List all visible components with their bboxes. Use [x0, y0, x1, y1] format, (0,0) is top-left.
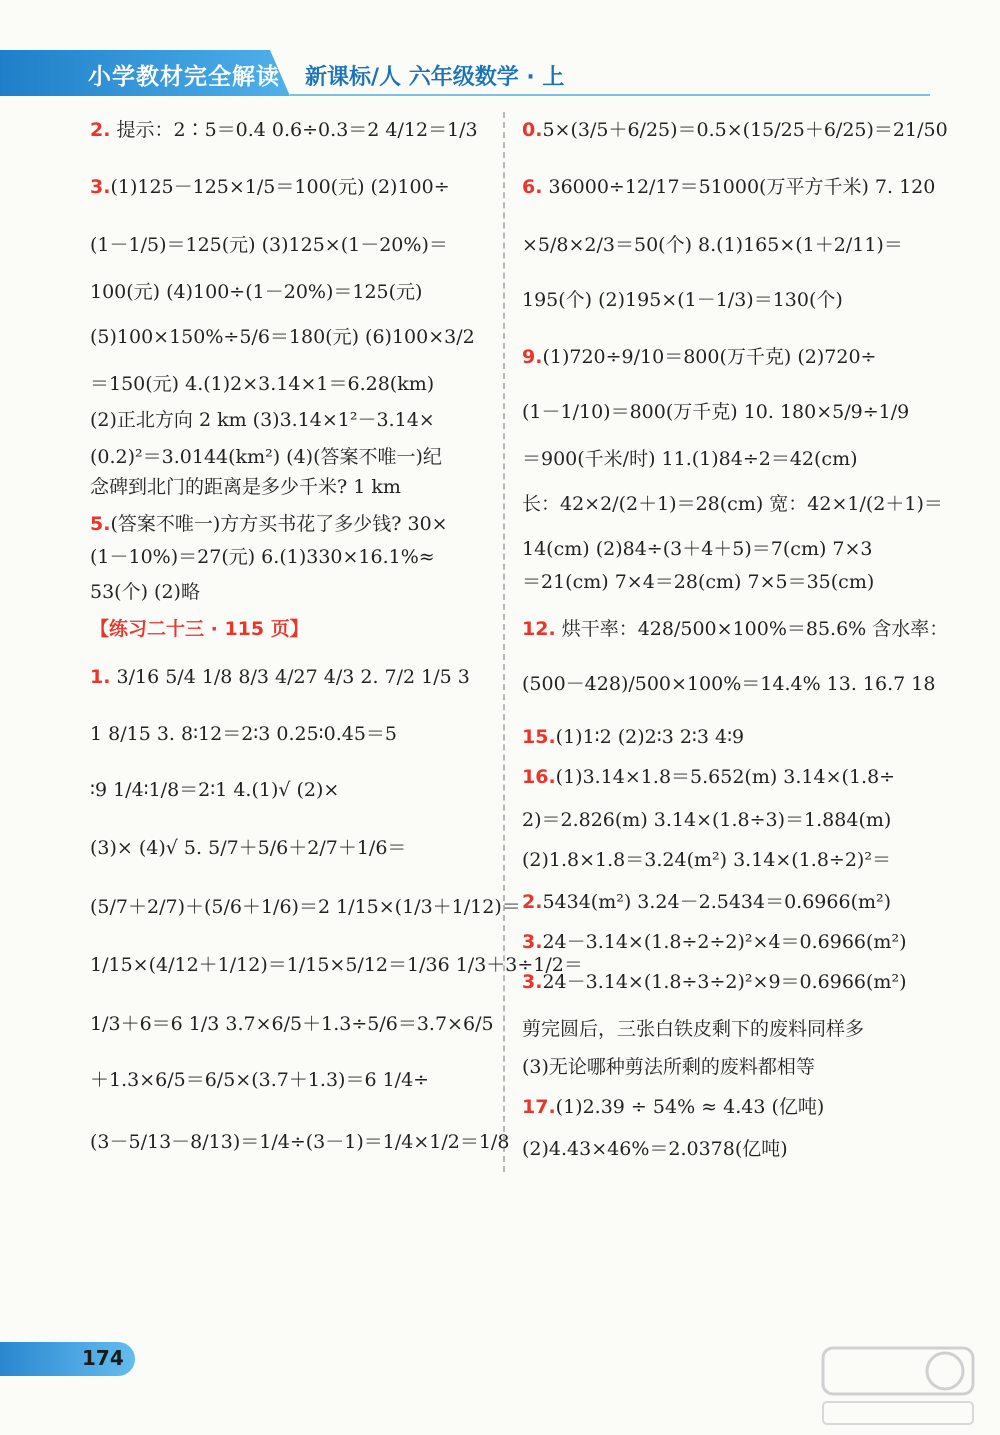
left-answer-line: 【练习二十三 · 115 页】 [90, 618, 309, 640]
right-answer-line: 16.(1)3.14×1.8＝5.652(m) 3.14×(1.8÷ [522, 766, 896, 788]
left-answer-line: 100(元) (4)100÷(1－20%)＝125(元) [90, 281, 423, 303]
right-answer-line: 2)＝2.826(m) 3.14×(1.8÷3)＝1.884(m) [522, 809, 892, 831]
right-answer-line: 0.5×(3/5＋6/25)＝0.5×(15/25＋6/25)＝21/50 [522, 119, 948, 141]
right-answer-line: ×5/8×2/3＝50(个) 8.(1)165×(1＋2/11)＝ [522, 234, 903, 256]
right-answer-line: 15.(1)1∶2 (2)2∶3 2∶3 4∶9 [522, 726, 745, 748]
left-answer-line: (2)正北方向 2 km (3)3.14×1²－3.14× [90, 409, 435, 431]
left-answer-line: ＋1.3×6/5＝6/5×(3.7＋1.3)＝6 1/4÷ [90, 1069, 430, 1091]
right-answer-line: 12. 烘干率：428/500×100%＝85.6% 含水率： [522, 618, 949, 640]
header-rule [290, 94, 930, 96]
right-answer-line: 2.5434(m²) 3.24－2.5434＝0.6966(m²) [522, 891, 892, 913]
left-answer-line: (1－1/5)＝125(元) (3)125×(1－20%)＝ [90, 234, 448, 256]
right-answer-line: (1－1/10)＝800(万千克) 10. 180×5/9÷1/9 [522, 401, 910, 423]
right-answer-line: 14(cm) (2)84÷(3＋4＋5)＝7(cm) 7×3 [522, 538, 873, 560]
left-answer-line: (3－5/13－8/13)＝1/4÷(3－1)＝1/4×1/2＝1/8 [90, 1131, 510, 1153]
book-title: 小学教材完全解读 [88, 64, 280, 90]
left-answer-line: ＝150(元) 4.(1)2×3.14×1＝6.28(km) [90, 373, 435, 395]
left-answer-line: 2. 提示：2∶5＝0.4 0.6÷0.3＝2 4/12＝1/3 [90, 119, 478, 141]
left-answer-line: (5)100×150%÷5/6＝180(元) (6)100×3/2 [90, 326, 475, 348]
right-answer-line: 17.(1)2.39 ÷ 54% ≈ 4.43 (亿吨) [522, 1096, 825, 1118]
left-answer-line: 1/3＋6＝6 1/3 3.7×6/5＋1.3÷5/6＝3.7×6/5 [90, 1013, 494, 1035]
left-answer-line: ∶9 1/4∶1/8＝2∶1 4.(1)√ (2)× [90, 779, 340, 801]
left-answer-line: 1 8/15 3. 8∶12＝2∶3 0.25∶0.45＝5 [90, 723, 398, 745]
column-divider [503, 112, 505, 1172]
right-answer-line: 6. 36000÷12/17＝51000(万平方千米) 7. 120 [522, 176, 936, 198]
left-answer-line: (0.2)²＝3.0144(km²) (4)(答案不唯一)纪 [90, 446, 442, 468]
left-answer-line: 3.(1)125－125×1/5＝100(元) (2)100÷ [90, 176, 450, 198]
right-answer-line: 剪完圆后，三张白铁皮剩下的废料同样多 [522, 1018, 865, 1040]
right-answer-line: 195(个) (2)195×(1－1/3)＝130(个) [522, 289, 843, 311]
right-answer-line: (2)1.8×1.8＝3.24(m²) 3.14×(1.8÷2)²＝ [522, 849, 891, 871]
left-answer-line: (5/7＋2/7)＋(5/6＋1/6)＝2 1/15×(1/3＋1/12)＝ [90, 896, 521, 918]
left-answer-line: (1－10%)＝27(元) 6.(1)330×16.1%≈ [90, 546, 435, 568]
right-answer-line: 3.24－3.14×(1.8÷3÷2)²×9＝0.6966(m²) [522, 971, 907, 993]
left-answer-line: 53(个) (2)略 [90, 581, 200, 603]
right-answer-line: (3)无论哪种剪法所剩的废料都相等 [522, 1056, 815, 1078]
left-answer-line: (3)× (4)√ 5. 5/7＋5/6＋2/7＋1/6＝ [90, 837, 407, 859]
left-answer-line: 5.(答案不唯一)方方买书花了多少钱? 30× [90, 513, 448, 535]
watermark-logo [815, 1340, 985, 1430]
right-answer-line: 长：42×2/(2＋1)＝28(cm) 宽：42×1/(2＋1)＝ [522, 493, 943, 515]
left-answer-line: 1. 3/16 5/4 1/8 8/3 4/27 4/3 2. 7/2 1/5 3 [90, 666, 470, 688]
right-answer-line: 3.24－3.14×(1.8÷2÷2)²×4＝0.6966(m²) [522, 931, 907, 953]
left-answer-line: 1/15×(4/12＋1/12)＝1/15×5/12＝1/36 1/3＋3÷1/2＝ [90, 954, 583, 976]
right-answer-line: 9.(1)720÷9/10＝800(万千克) (2)720÷ [522, 346, 877, 368]
left-answer-line: 念碑到北门的距离是多少千米? 1 km [90, 476, 401, 498]
edition-subtitle: 新课标/人 六年级数学 · 上 [305, 65, 565, 90]
right-answer-line: (2)4.43×46%＝2.0378(亿吨) [522, 1138, 788, 1160]
right-answer-line: ＝21(cm) 7×4＝28(cm) 7×5＝35(cm) [522, 571, 875, 593]
right-answer-line: ＝900(千米/时) 11.(1)84÷2＝42(cm) [522, 448, 858, 470]
right-answer-line: (500－428)/500×100%＝14.4% 13. 16.7 18 [522, 673, 936, 695]
page-number: 174 [82, 1346, 124, 1370]
page-header [0, 50, 1000, 96]
